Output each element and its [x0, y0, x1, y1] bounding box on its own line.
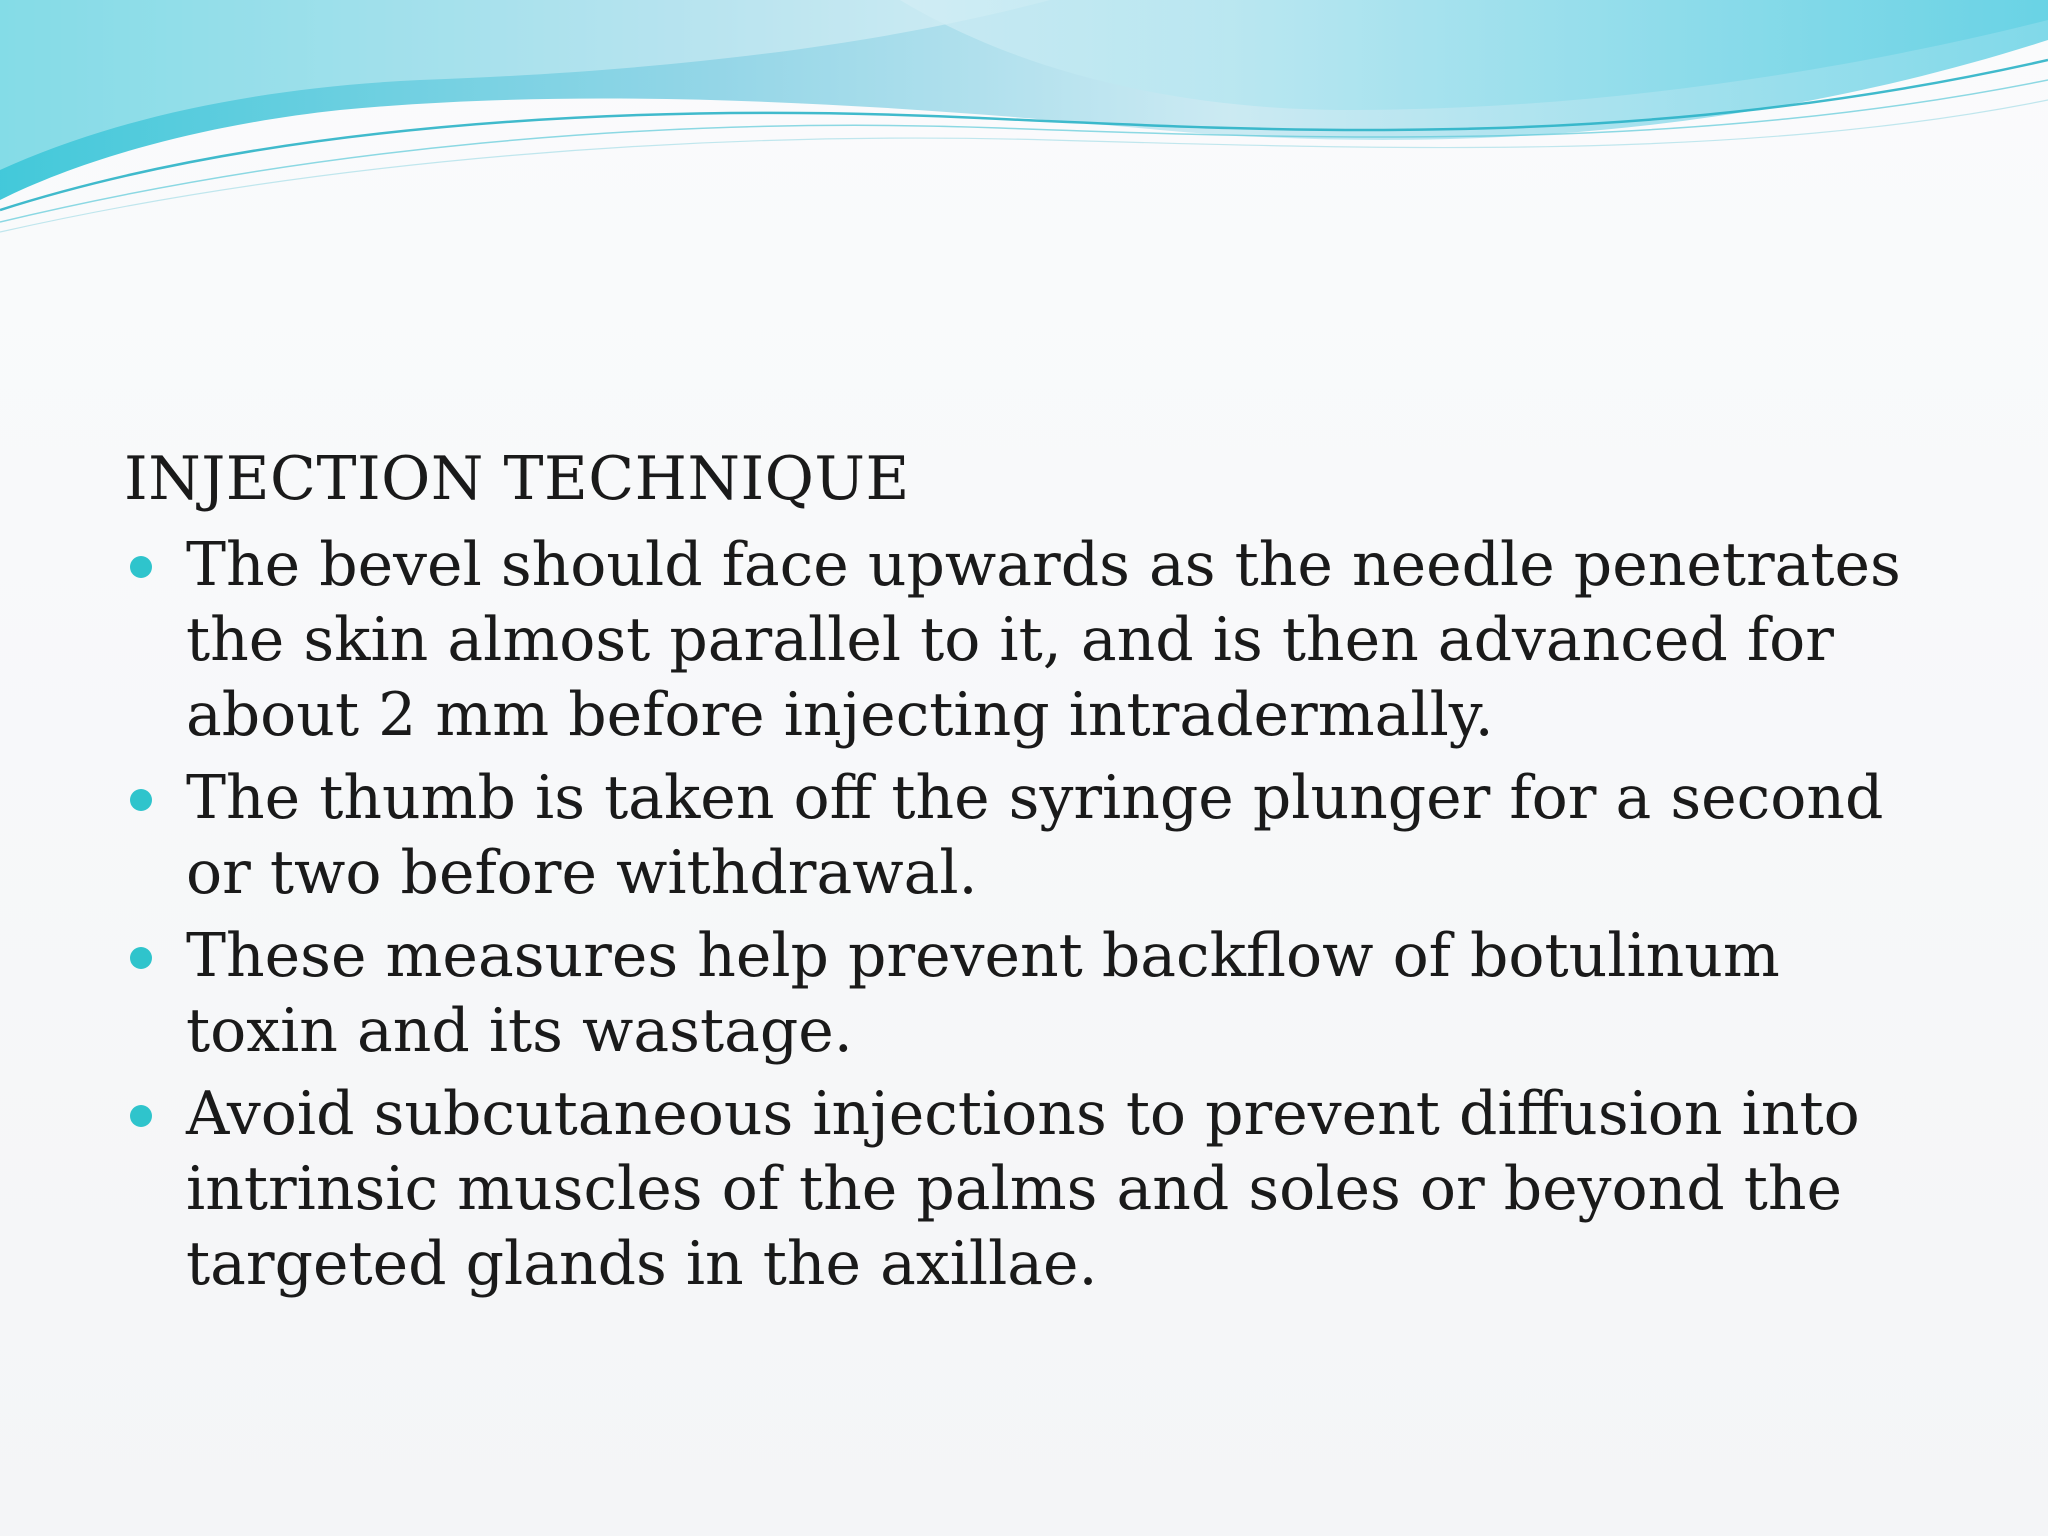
- filled-circle-icon: [130, 947, 152, 969]
- bullet-text: The thumb is taken off the syringe plunger for a second or two before withdrawal.: [186, 763, 1884, 908]
- bullet-item: [124, 1077, 1944, 1302]
- bullet-item: [124, 528, 1944, 753]
- filled-circle-icon: [130, 789, 152, 811]
- bullet-text: Avoid subcutaneous injections to prevent diffusion into intrinsic muscles of the palms and soles or beyond the targeted glands in the axillae.: [186, 1079, 1860, 1299]
- bullet-text: These measures help prevent backflow of botulinum toxin and its wastage.: [186, 921, 1780, 1066]
- bullet-item: [124, 919, 1944, 1069]
- slide-heading: INJECTION TECHNIQUE: [124, 444, 910, 514]
- bullet-list: [124, 528, 1944, 1302]
- bullet-text: The bevel should face upwards as the needle penetrates the skin almost parallel to it, and is then advanced for about 2 mm before injecting intradermally.: [186, 530, 1901, 750]
- filled-circle-icon: [130, 1105, 152, 1127]
- filled-circle-icon: [130, 556, 152, 578]
- wave-header-decoration: [0, 0, 2048, 240]
- bullet-item: [124, 761, 1944, 911]
- slide-content: [124, 438, 1944, 1302]
